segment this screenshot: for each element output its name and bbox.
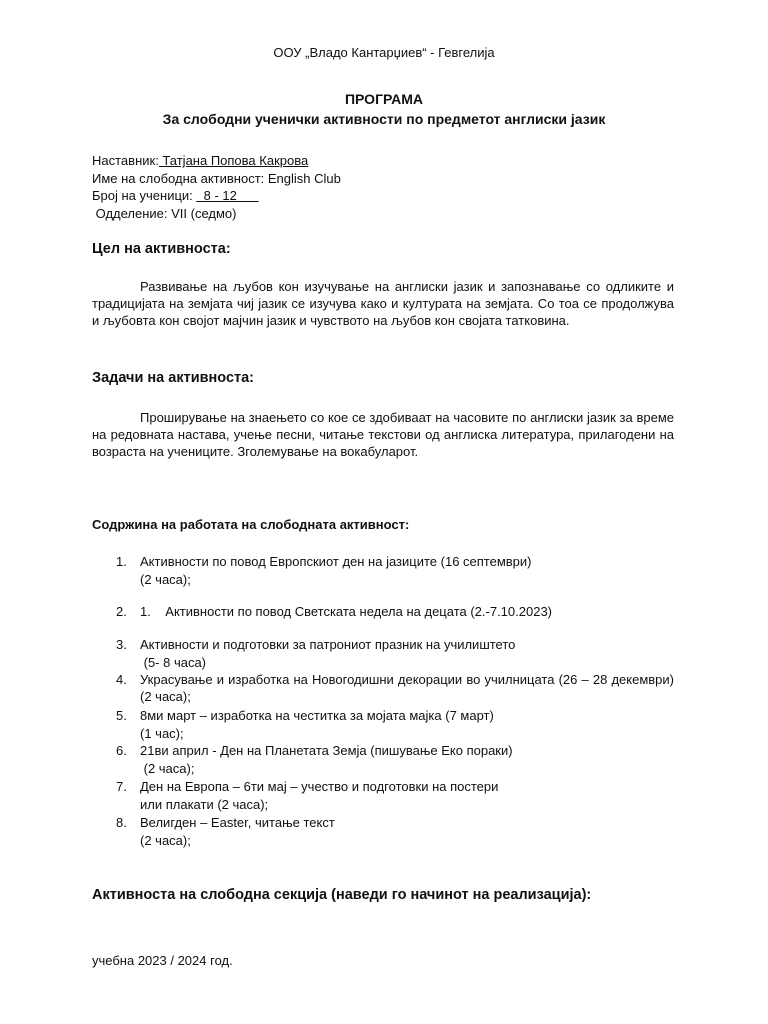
goal-paragraph: Развивање на љубов кон изучување на англиски јазик и запознавање со одликите и традицијата на земјата чиј јазик се изучува како и културата на земјата. Со тоа се продолжува и љубовта кон својот мајчин јазик и чувството на љубов кон својата татковина.: [92, 279, 674, 328]
teacher-label: Наставник:: [92, 153, 159, 168]
school-year: учебна 2023 / 2024 год.: [92, 953, 233, 968]
students-line: [92, 187, 259, 204]
tasks-heading: Задачи на активноста:: [92, 370, 254, 386]
activity-value: English Club: [264, 171, 341, 186]
teacher-value: Татјана Попова Какрова: [158, 153, 309, 168]
list-item-text-cont: (2 часа);: [140, 761, 195, 776]
list-item-number: 8.: [116, 815, 127, 830]
activity-label: Име на слободна активност:: [92, 171, 265, 186]
class-line: [92, 205, 237, 222]
list-item-text: 21ви април - Ден на Планетата Земја (пишување Еко пораки): [140, 743, 513, 758]
list-item-text-cont: или плакати (2 часа);: [140, 797, 269, 812]
list-item-number: 3.: [116, 637, 127, 652]
teacher-line: [92, 152, 308, 169]
list-item-text: Ден на Европа – 6ти мај – учество и подготовки на постери: [140, 779, 499, 794]
students-label: Број на ученици:: [92, 188, 197, 203]
list-item-number: 5.: [116, 708, 127, 723]
content-heading: Содржина на работата на слободната активност:: [92, 517, 410, 532]
list-item-text-cont: (2 часа);: [140, 572, 191, 587]
class-label: Одделение:: [92, 206, 168, 221]
students-value: 8 - 12: [196, 188, 259, 203]
school-header: ООУ „Владо Кантарџиев“ - Гевгелија: [273, 45, 495, 60]
list-item-number: 2.: [116, 604, 127, 619]
list-item-number: 6.: [116, 743, 127, 758]
list-item-text: Велигден – Easter, читање текст: [140, 815, 335, 830]
document-title: ПРОГРАМА: [344, 91, 424, 107]
list-item-text-cont: (5- 8 часа): [140, 655, 207, 670]
list-item-text-cont: (2 часа);: [140, 833, 191, 848]
list-item-text: Активности по повод Европскиот ден на јазиците (16 септември): [140, 554, 532, 569]
list-item-text: Украсување и изработка на Новогодишни декорации во училницата (26 – 28 декември) (2 часа);: [140, 672, 674, 704]
activity-name-line: [92, 170, 341, 187]
list-item-text: 1. Активности по повод Светската недела на децата (2.-7.10.2023): [140, 604, 553, 619]
list-item-text: 8ми март – изработка на честитка за мојата мајка (7 март): [140, 708, 494, 723]
tasks-paragraph: Проширување на знаењето со кое се здобиваат на часовите по англиски јазик за време на редовната настава, учење песни, читање текстови од англиска литература, прилагодени на возраста на учениците. Зголемување на вокабуларот.: [92, 410, 674, 459]
list-item-number: 4.: [116, 672, 127, 687]
class-value: VII (седмо): [167, 206, 237, 221]
list-item-text: Активности и подготовки за патрониот празник на училиштето: [140, 637, 516, 652]
list-item-text-cont: (1 час);: [140, 726, 184, 741]
list-item-number: 7.: [116, 779, 127, 794]
document-subtitle: За слободни ученички активности по предметот англиски јазик: [162, 111, 606, 127]
list-item-number: 1.: [116, 554, 127, 569]
goal-heading: Цел на активноста:: [92, 241, 231, 257]
section-heading: Активноста на слободна секција (наведи го начинот на реализација):: [92, 887, 592, 903]
